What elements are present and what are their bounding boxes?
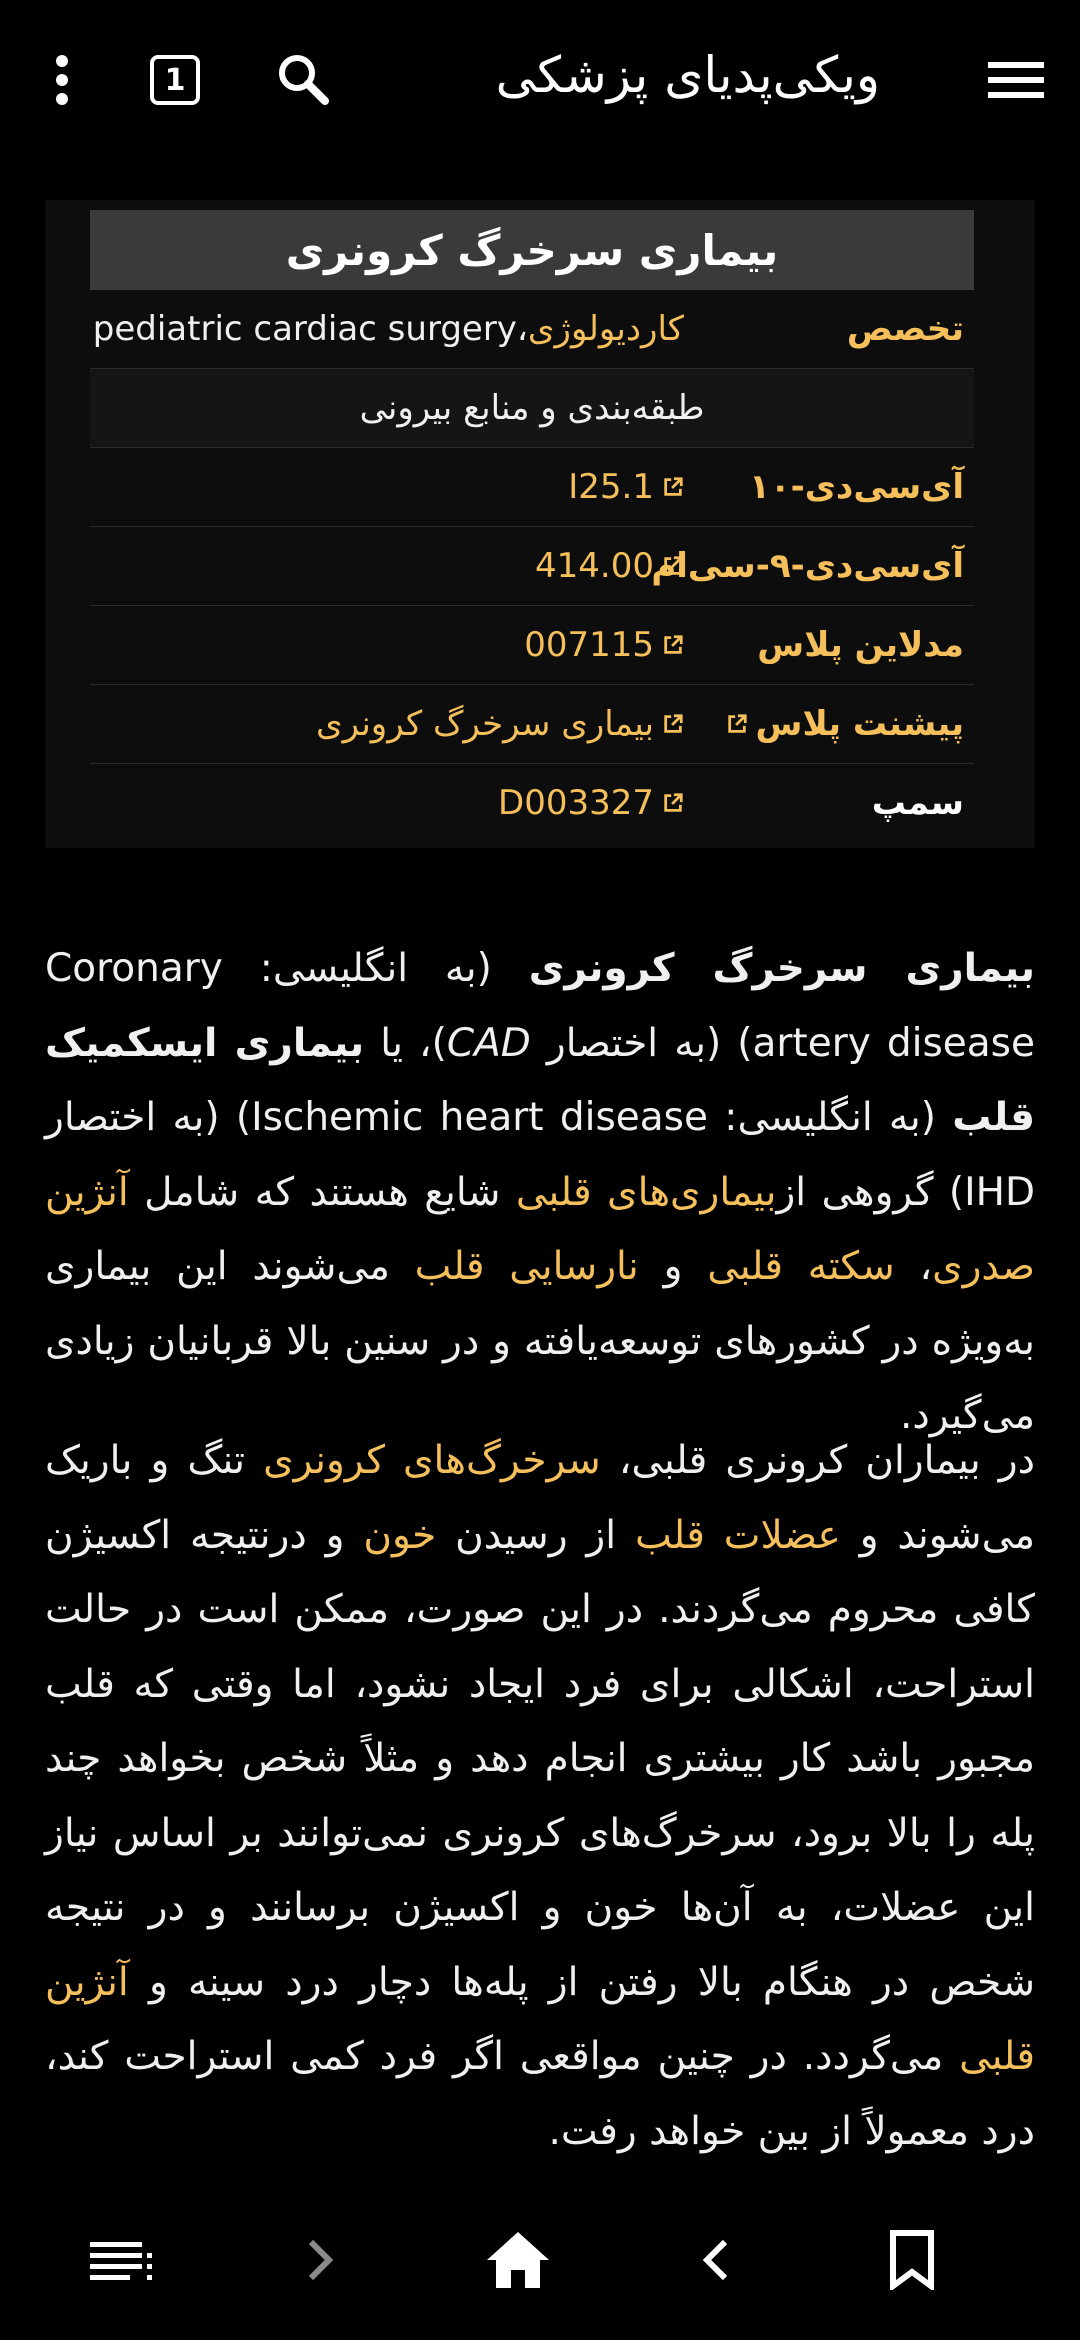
tabs-button[interactable] [143,48,207,112]
infobox-value-link[interactable] [94,448,684,526]
abbreviation: CAD [446,1020,531,1066]
infobox-value-link[interactable] [94,685,684,763]
more-options-button[interactable] [40,48,84,112]
article-link[interactable]: آنژین صدری [45,1169,1036,1289]
article-link[interactable]: بیماری‌های قلبی [515,1169,777,1215]
external-link-icon [662,555,684,577]
article-link[interactable]: خون [363,1512,437,1558]
infobox-label[interactable]: آی‌سی‌دی-۱۰ [749,467,964,507]
chevron-right-icon [305,2238,335,2282]
infobox-section-header: طبقه‌بندی و منابع بیرونی [90,369,974,448]
forward-button[interactable] [280,2220,360,2300]
article-paragraph: بیماری سرخرگ کرونری (به انگلیسی: Coronary artery disease) (به اختصار CAD)، یا بیماری ایسکمیک قلب (به انگلیسی: Ischemic heart disease) (به اختصار IHD) گروهی ازبیماری‌های قلبی شایع هستند که شامل آنژین صدری، سکته قلبی و نارسایی قلب می‌شوند این بیماری به‌ویژه در کشورهای توسعه‌یافته و در سنین بالا قربانیان زیادی می‌گیرد. [45,946,1036,1438]
infobox [45,200,1035,848]
home-icon [485,2230,551,2290]
infobox-title: بیماری سرخرگ کرونری [90,210,974,290]
external-link-icon [662,792,684,814]
bold-term: بیماری سرخرگ کرونری [528,946,1036,991]
infobox-value-link[interactable] [94,527,684,605]
article-link[interactable]: سرخرگ‌های کرونری [263,1438,601,1483]
external-link-icon [662,476,684,498]
chevron-left-icon [701,2238,731,2282]
infobox-label[interactable]: آی‌سی‌دی-۹-سی‌ام [651,546,964,586]
infobox-label: تخصص [846,309,964,349]
table-of-contents-button[interactable] [82,2220,162,2300]
infobox-value [94,290,684,368]
navigation-menu-button[interactable] [984,48,1048,112]
infobox-value-link[interactable] [94,606,684,684]
article-link[interactable]: عضلات قلب [634,1512,841,1558]
search-icon [275,51,331,107]
more-vertical-icon [54,55,70,105]
infobox-row-medlineplus [90,606,974,685]
patientplus-link[interactable]: بیماری سرخرگ کرونری [315,704,654,744]
infobox-row-icd10 [90,448,974,527]
infobox-label: سمپ [871,783,964,823]
tabs-counter-icon: 1 [150,55,200,105]
infobox-value-link[interactable] [94,764,684,842]
back-button[interactable] [676,2220,756,2300]
infobox-label[interactable]: پیشنت پلاس [684,685,964,763]
external-link-icon [662,713,684,735]
article-link[interactable]: آنژین قلبی [45,1959,1035,2079]
article-paragraph: در بیماران کرونری قلبی، سرخرگ‌های کرونری تنگ و باریک می‌شوند و عضلات قلب از رسیدن خون و درنتیجه اکسیژن کافی محروم می‌گردند. در این صورت، ممکن است در حالت استراحت، اشکالی برای فرد ایجاد نشود، اما وقتی که قلب مجبور باشد کار بیشتری انجام دهد و مثلاً شخص بخواهد چند پله را بالا برود، سرخرگ‌های کرونری نمی‌توانند بر اساس نیاز این عضلات، به آن‌ها خون و اکسیژن برسانند و در نتیجه شخص در هنگام بالا رفتن از پله‌ها دچار درد سینه و آنژین قلبی می‌گردد. در چنین مواقعی اگر فرد کمی استراحت کند، درد معمولاً از بین خواهد رفت. [45,1438,1036,2154]
infobox-row-specialty [90,290,974,369]
separator: ، [516,309,528,349]
bold-term: بیماری ایسکمیک قلب [45,1020,1036,1140]
infobox-label[interactable]: مدلاین پلاس [757,625,964,665]
bookmark-button[interactable] [872,2220,952,2300]
article-link[interactable]: نارسایی قلب [414,1244,639,1289]
search-button[interactable] [268,44,338,114]
mesh-id[interactable]: D003327 [498,783,654,823]
specialty-link[interactable]: کاردیولوژی [527,309,684,349]
home-button[interactable] [478,2220,558,2300]
icd10-code[interactable]: I25.1 [568,467,654,507]
icd9-code[interactable]: 414.00 [535,546,654,586]
external-link-icon [726,713,748,735]
app-title: ویکی‌پدیای پزشکی [495,46,880,104]
table-of-contents-icon [90,2238,154,2282]
hamburger-menu-icon [988,60,1044,100]
bottom-navigation-bar [0,2190,1080,2340]
specialty-text: pediatric cardiac surgery [92,309,517,349]
medlineplus-id[interactable]: 007115 [524,625,654,665]
external-link-icon [662,634,684,656]
infobox-row-icd9 [90,527,974,606]
infobox-row-patientplus [90,685,974,764]
article-link[interactable]: سکته قلبی [707,1244,895,1289]
top-app-bar [0,0,1080,160]
infobox-row-mesh [90,764,974,842]
bookmark-icon [888,2230,936,2290]
